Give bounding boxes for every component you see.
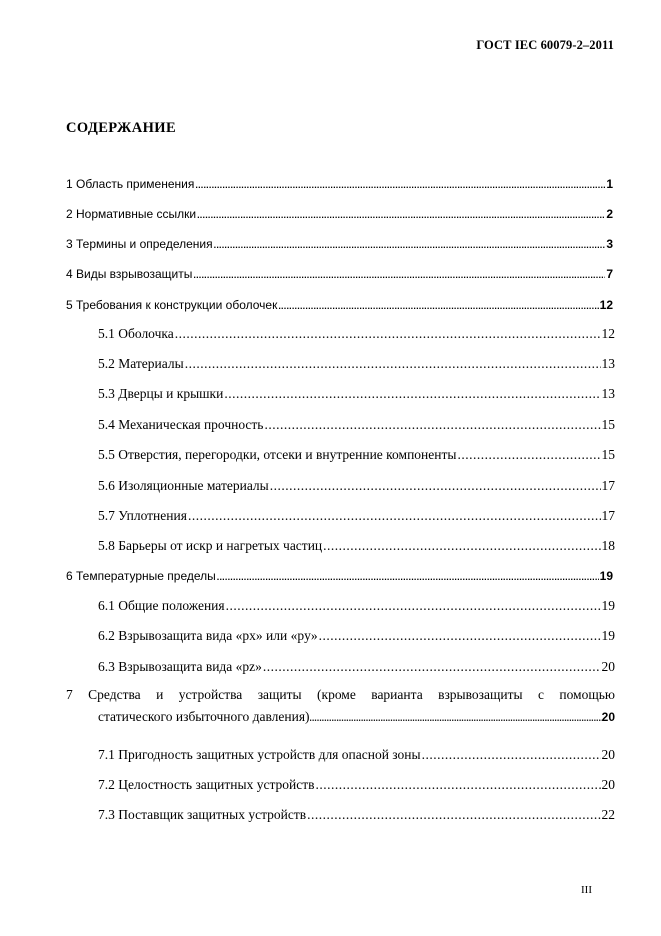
toc-entry-7-2[interactable]: 7.2 Целостность защитных устройств ..... 20 [98,777,615,793]
toc-entry-7[interactable]: 7 Средства и устройства защиты (кроме варианта взрывозащиты с помощью статического избыточного давления) ..... 20 [66,687,615,725]
toc-entry-7-1[interactable]: 7.1 Пригодность защитных устройств для опасной зоны ..... 20 [98,747,615,763]
toc-entry-6-3[interactable]: 6.3 Взрывозащита вида «pz» ..... 20 [98,659,615,675]
toc-entry-5-1[interactable]: 5.1 Оболочка ..... 12 [98,326,615,342]
document-header: ГОСТ IEC 60079-2–2011 [476,38,614,52]
toc-entry-2[interactable]: 2 Нормативные ссылки ..... 2 [66,207,613,221]
toc-entry-5-4[interactable]: 5.4 Механическая прочность ..... 15 [98,417,615,433]
toc-entry-5[interactable]: 5 Требования к конструкции оболочек ..... 12 [66,298,613,312]
toc-entry-6[interactable]: 6 Температурные пределы ..... 19 [66,569,613,583]
toc-entry-1[interactable]: 1 Область применения ..... 1 [66,177,613,191]
toc-entry-4[interactable]: 4 Виды взрывозащиты ..... 7 [66,267,613,281]
toc-entry-5-8[interactable]: 5.8 Барьеры от искр и нагретых частиц ..... 18 [98,538,615,554]
toc-entry-5-7[interactable]: 5.7 Уплотнения ..... 17 [98,508,615,524]
page-number: III [581,884,592,896]
page-title: СОДЕРЖАНИЕ [66,120,177,136]
toc-entry-7-3[interactable]: 7.3 Поставщик защитных устройств ..... 22 [98,807,615,823]
toc-entry-6-2[interactable]: 6.2 Взрывозащита вида «px» или «py» ..... 19 [98,628,615,644]
toc-entry-6-1[interactable]: 6.1 Общие положения ..... 19 [98,598,615,614]
toc-entry-5-2[interactable]: 5.2 Материалы ..... 13 [98,356,615,372]
toc-entry-5-6[interactable]: 5.6 Изоляционные материалы ..... 17 [98,478,615,494]
toc-entry-5-5[interactable]: 5.5 Отверстия, перегородки, отсеки и внутренние компоненты ..... 15 [98,447,615,463]
toc-entry-5-3[interactable]: 5.3 Дверцы и крышки ..... 13 [98,386,615,402]
toc-entry-3[interactable]: 3 Термины и определения ..... 3 [66,237,613,251]
